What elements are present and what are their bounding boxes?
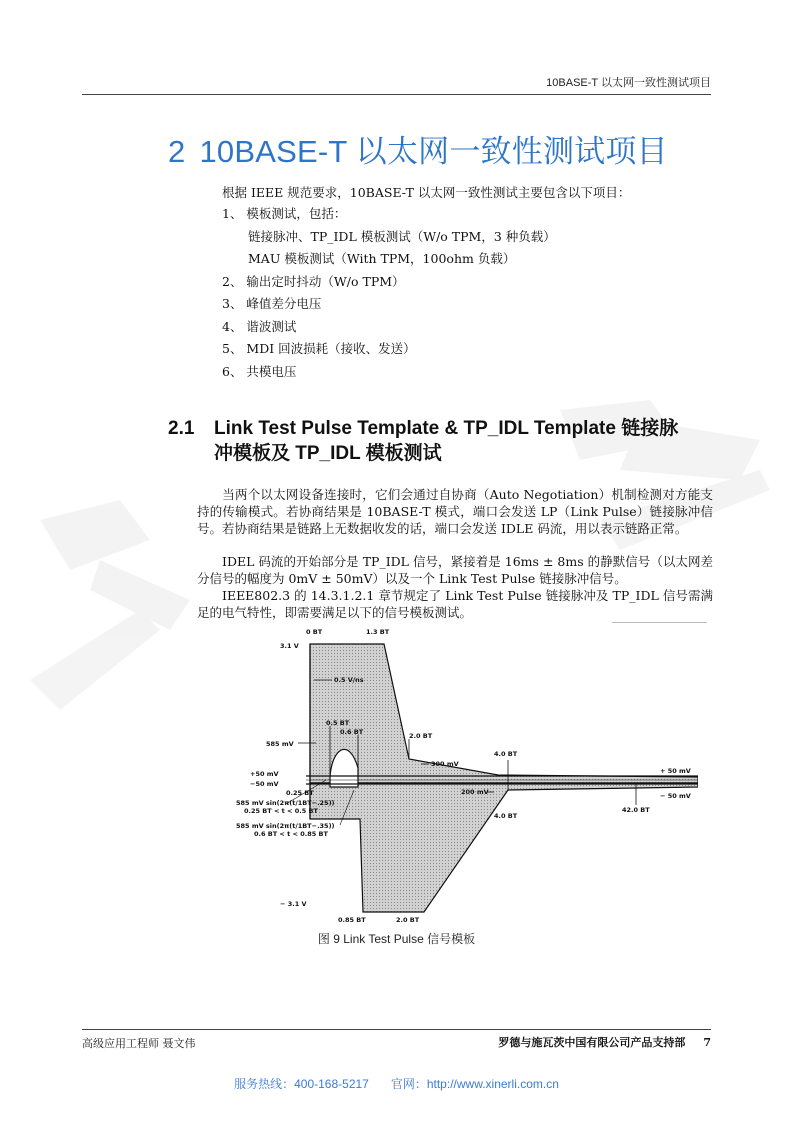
list-item: 6、 共模电压: [222, 363, 297, 379]
label-2.0bt: 2.0 BT: [409, 732, 433, 740]
footer-divider: [82, 1029, 711, 1030]
subsection-title-line1: Link Test Pulse Template & TP_IDL Template 链接脉: [214, 418, 679, 439]
lower-template-region: [310, 783, 698, 912]
paragraph-text: IDEL 码流的开始部分是 TP_IDL 信号，紧接着是 16ms ± 8ms 的静默信号（以太网差分信号的幅度为 0mV ± 50mV）以及一个 Link Test Pulse 链接脉冲信号。: [197, 554, 713, 586]
list-item: 1、 模板测试，包括：: [222, 206, 347, 221]
label-right-plus50mv: + 50 mV: [660, 767, 691, 775]
service-hotline: 服务热线：400-168-5217: [234, 1077, 369, 1091]
page-number: 7: [703, 1036, 711, 1049]
label-slope: 0.5 V/ns: [334, 676, 364, 684]
label-1.3bt: 1.3 BT: [366, 628, 390, 636]
label-eq1b: 0.25 BT < t < 0.5 BT: [244, 807, 318, 815]
list-subitem: MAU 模板测试（With TPM，100ohm 负载）: [248, 251, 516, 266]
list-item: 5、 MDI 回波损耗（接收、发送）: [222, 341, 416, 356]
label-2.0bt-lower: 2.0 BT: [396, 916, 420, 924]
paragraph: [197, 553, 713, 587]
footer-company: [498, 1034, 711, 1050]
header-divider: [82, 94, 711, 95]
intro-text: 根据 IEEE 规范要求，10BASE-T 以太网一致性测试主要包含以下项目：: [222, 185, 631, 200]
list-item: 3、 峰值差分电压: [222, 296, 322, 311]
label-minus50mv: −50 mV: [250, 780, 279, 788]
list-item: 2、 输出定时抖动（W/o TPM）: [222, 273, 405, 289]
paragraph: [197, 486, 713, 537]
label-right-minus50mv: − 50 mV: [660, 792, 691, 800]
list-subitem: 链接脉冲、TP_IDL 模板测试（W/o TPM，3 种负载）: [248, 228, 556, 244]
label-300mv: 300 mV: [431, 760, 459, 768]
label-minus3.1v: − 3.1 V: [280, 900, 307, 908]
label-eq2b: 0.6 BT < t < 0.85 BT: [254, 830, 328, 838]
label-3.1v: 3.1 V: [280, 642, 299, 650]
service-banner: [0, 1075, 793, 1092]
label-0.5bt: 0.5 BT: [326, 719, 350, 727]
footer-company-name: 罗德与施瓦茨中国有限公司产品支持部: [498, 1036, 686, 1049]
label-4.0bt: 4.0 BT: [494, 750, 518, 758]
running-header: 10BASE-T 以太网一致性测试项目: [546, 77, 711, 89]
template-diagram: [228, 622, 698, 927]
label-200mv: 200 mV: [461, 788, 489, 796]
figure-caption: 图 9 Link Test Pulse 信号模板: [317, 932, 476, 946]
link-pulse-template-figure: [228, 622, 698, 927]
label-0.25bt: 0.25 BT: [286, 789, 314, 797]
subsection-number: 2.1: [168, 418, 195, 439]
section-title: 10BASE-T 以太网一致性测试项目: [199, 134, 668, 169]
label-plus50mv: +50 mV: [250, 770, 279, 778]
label-4.0bt-lower: 4.0 BT: [494, 812, 518, 820]
label-42.0bt: 42.0 BT: [622, 806, 650, 814]
paragraph: [197, 587, 713, 621]
upper-template-region: [310, 644, 698, 783]
paragraph-text: IEEE802.3 的 14.3.1.2.1 章节规定了 Link Test Pulse 链接脉冲及 TP_IDL 信号需满足的电气特性，即需要满足以下的信号模板测试。: [197, 588, 713, 620]
footer-author: 高级应用工程师 聂文伟: [82, 1037, 196, 1050]
label-0bt: 0 BT: [306, 628, 323, 636]
label-0.85bt: 0.85 BT: [338, 916, 366, 924]
test-item-list: [222, 203, 556, 383]
service-website-link[interactable]: 官网：http://www.xinerli.com.cn: [390, 1077, 559, 1091]
paragraph-text: 当两个以太网设备连接时，它们会通过自协商（Auto Negotiation）机制检测对方能支持的传输模式。若协商结果是 10BASE-T 模式，端口会发送 LP（Link Pulse）链接脉冲信号。若协商结果是链路上无数据收发的话，端口会发送 IDLE 码流，用以表示链路正常。: [197, 487, 713, 536]
section-number: 2: [168, 134, 186, 169]
section-heading: [168, 126, 668, 171]
label-eq2a: 585 mV sin(2π(t/1BT−.35)): [236, 822, 335, 830]
subsection-title-line2: 冲模板及 TP_IDL 模板测试: [214, 443, 442, 464]
label-eq1a: 585 mV sin(2π(t/1BT−.25)): [236, 799, 335, 807]
label-0.6bt: 0.6 BT: [340, 728, 364, 736]
label-585mv: 585 mV: [266, 740, 294, 748]
list-item: 4、 谐波测试: [222, 318, 297, 334]
